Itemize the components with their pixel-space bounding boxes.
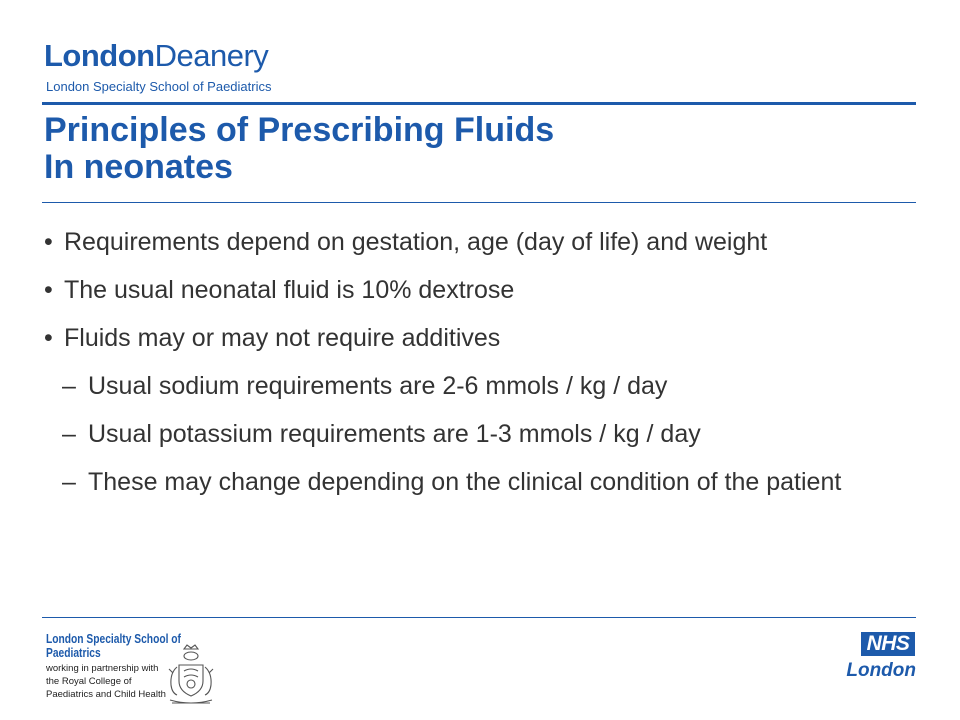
logo-text-part1: London <box>44 38 155 73</box>
slide-title-line1: Principles of Prescribing Fluids <box>44 111 555 149</box>
bullet-item <box>44 226 904 258</box>
footer-partnership-text <box>46 662 166 701</box>
header-rule <box>42 102 916 105</box>
logo-text-part2: Deanery <box>154 38 269 73</box>
bullet-text: The usual neonatal fluid is 10% dextrose <box>64 276 515 304</box>
title-divider <box>42 202 916 203</box>
crest-icon <box>164 643 218 707</box>
bullet-text: Fluids may or may not require additives <box>64 324 501 352</box>
footer-org-line1: London Specialty School of <box>46 632 181 646</box>
bullet-item <box>44 322 904 354</box>
partner-line2: the Royal College of <box>46 676 132 687</box>
nhs-logo: NHS <box>861 632 915 656</box>
bullet-marker: • <box>44 324 53 352</box>
sub-bullet-marker: – <box>62 468 76 496</box>
slide-title-line2: In neonates <box>44 148 233 186</box>
sub-bullet-marker: – <box>62 372 76 400</box>
sub-bullet-text: Usual sodium requirements are 2-6 mmols / kg / day <box>88 372 668 400</box>
slide-body <box>44 226 904 514</box>
bullet-text: Requirements depend on gestation, age (day of life) and weight <box>64 228 768 256</box>
london-deanery-logo <box>44 38 268 74</box>
partner-line1: working in partnership with <box>46 663 159 674</box>
sub-bullet-item <box>44 418 904 450</box>
sub-bullet-marker: – <box>62 420 76 448</box>
school-subtitle: London Specialty School of Paediatrics <box>46 79 272 94</box>
nhs-region-label: London <box>846 660 916 681</box>
sub-bullet-item <box>44 370 904 402</box>
bullet-marker: • <box>44 276 53 304</box>
sub-bullet-item <box>44 466 904 498</box>
sub-bullet-text: These may change depending on the clinical condition of the patient <box>88 468 842 496</box>
partner-line3: Paediatrics and Child Health <box>46 689 166 700</box>
footer-org-name <box>46 632 181 660</box>
bullet-marker: • <box>44 228 53 256</box>
footer-rule <box>42 617 916 618</box>
bullet-item <box>44 274 904 306</box>
footer-org-line2: Paediatrics <box>46 646 101 660</box>
sub-bullet-text: Usual potassium requirements are 1-3 mmols / kg / day <box>88 420 701 448</box>
slide-title <box>44 112 554 186</box>
